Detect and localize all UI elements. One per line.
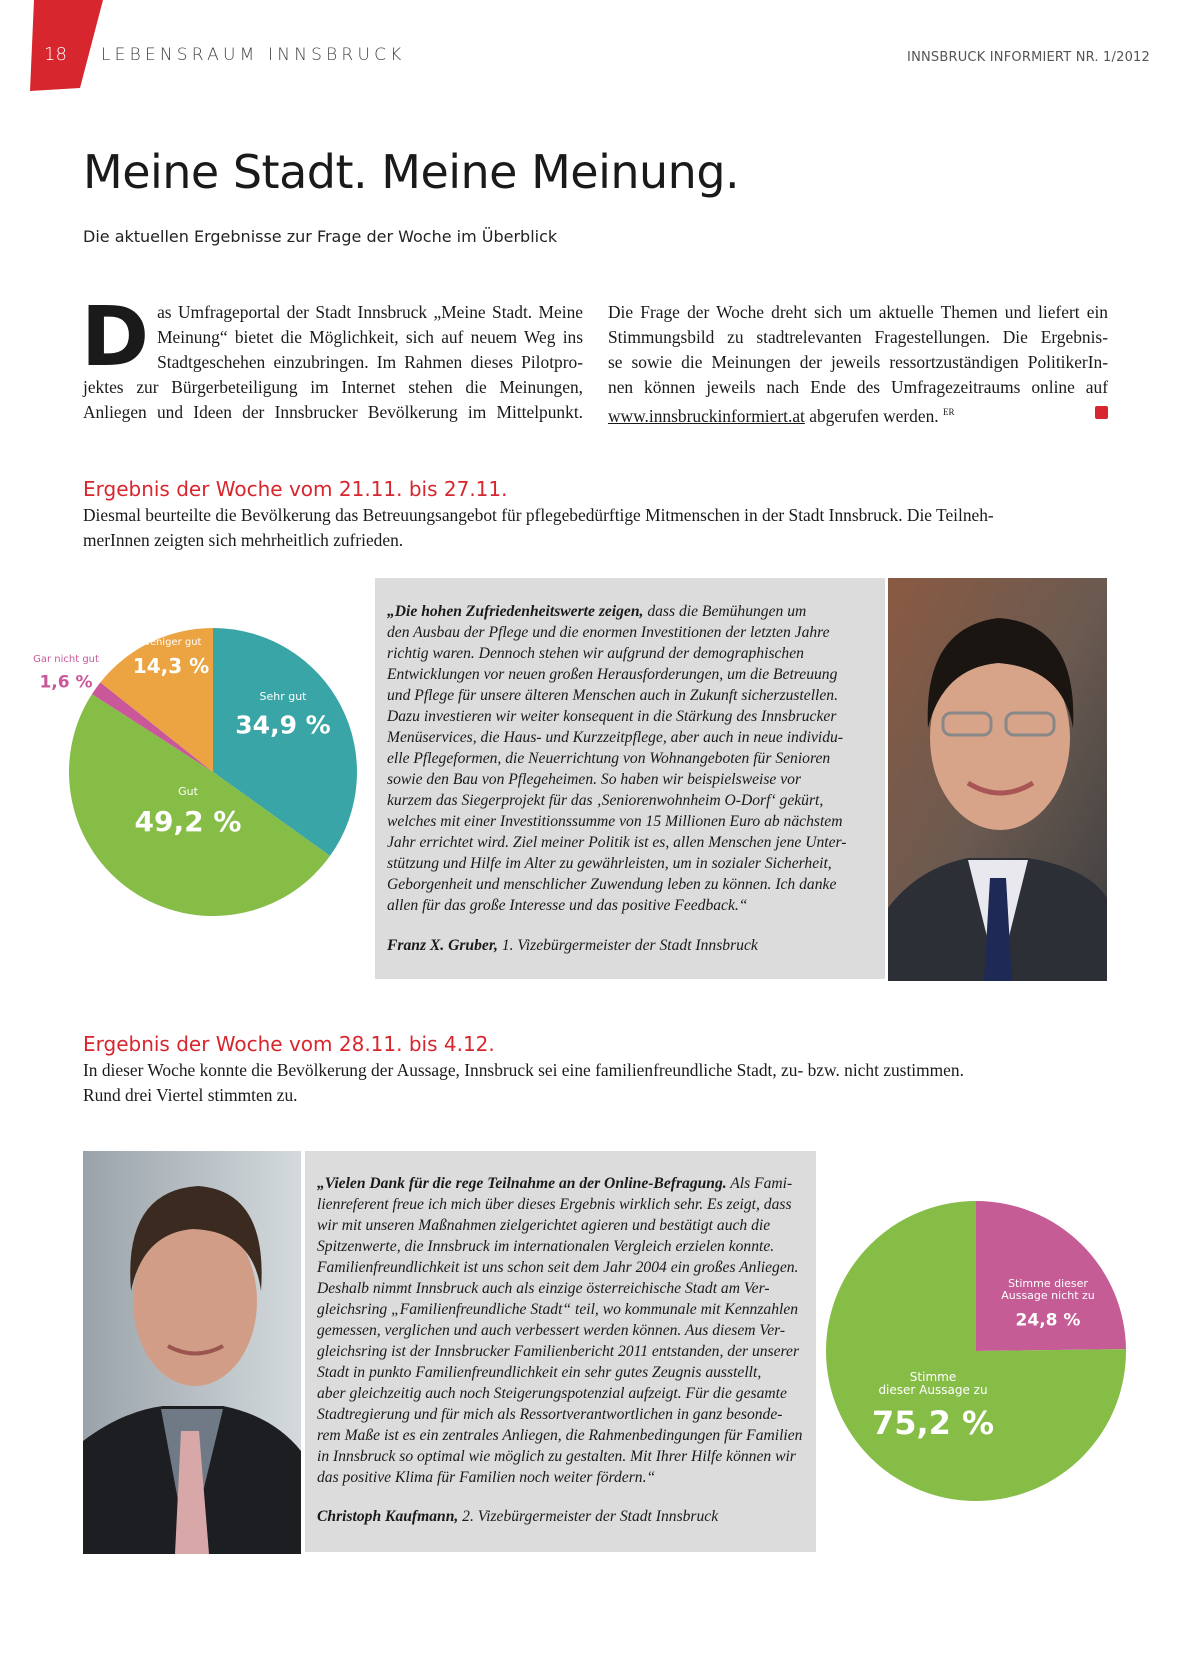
drop-cap: D: [81, 290, 150, 385]
text-line: das positive Klima für Familien noch weiter fördern.“: [317, 1469, 656, 1486]
slice-label-value: 75,2 %: [871, 1404, 995, 1443]
slice-label: [133, 637, 209, 678]
text-line: Entwicklungen vor neuen großen Herausforderungen, um die Betreuung: [387, 666, 838, 683]
text-line: rem Maße ist es ein zentrales Anliegen, die Rahmenbedingungen für Familien: [317, 1427, 803, 1444]
quote-text: [387, 601, 846, 916]
result1-heading: Ergebnis der Woche vom 21.11. bis 27.11.: [83, 477, 508, 501]
text-line: Jahr errichtet wird. Ziel meiner Politik ist es, allen Menschen jene Unter-: [387, 834, 847, 851]
slice-label-value: 34,9 %: [235, 710, 331, 740]
text-line: Stadtregierung und für mich als Ressortverantwortlichen in ganz besonde-: [317, 1406, 783, 1423]
quote-box-kaufmann: [305, 1151, 816, 1552]
text-fragment: dass die Bemühungen um: [643, 603, 807, 620]
quote-author-role: 2. Vizebürgermeister der Stadt Innsbruck: [458, 1508, 719, 1525]
slice-label-name: Gut: [178, 785, 198, 798]
slice-label-name: Stimme: [909, 1370, 957, 1384]
text-line: Familienfreundlichkeit ist uns schon seit dem Jahr 2004 ein großes Anliegen.: [317, 1259, 799, 1276]
text-line: allen für das große Interesse und das positive Feedback.“: [387, 897, 748, 914]
quote-author-role: 1. Vizebürgermeister der Stadt Innsbruck: [497, 937, 758, 954]
slice-label-value: 49,2 %: [134, 804, 242, 838]
article-subtitle: Die aktuellen Ergebnisse zur Frage der Woche im Überblick: [83, 227, 558, 246]
text-fragment: Als Fami-: [726, 1175, 793, 1192]
website-link[interactable]: www.innsbruckinformiert.at: [608, 405, 805, 426]
text-line: Geborgenheit und menschlicher Zuwendung leben zu können. Ich danke: [387, 876, 837, 893]
slice-label-name: Aussage nicht zu: [1001, 1289, 1095, 1302]
text-line: lienreferent freue ich mich über dieses Ergebnis wirklich sehr. Es zeigt, dass: [317, 1196, 792, 1213]
text-line: [387, 601, 846, 622]
slice-label-name: Sehr gut: [259, 690, 307, 703]
text-line: richtig waren. Dennoch stehen wir aufgrund der demographischen: [387, 645, 804, 662]
article-title: Meine Stadt. Meine Meinung.: [83, 145, 740, 199]
text-line: gleichsring „Familienfreundliche Stadt“ teil, wo kommunale mit Kennzahlen: [317, 1301, 799, 1318]
text-line: Rund drei Viertel stimmten zu.: [83, 1085, 298, 1105]
text-line: Spitzenwerte, die Innsbruck im internationalen Vergleich erzielen konnte.: [317, 1238, 775, 1255]
slice-label-name: Stimme dieser: [1008, 1277, 1088, 1290]
text-line: sowie den Bau von Pflegeheimen. So haben wir beispielsweise vor: [387, 771, 802, 788]
text-line: Diesmal beurteilte die Bevölkerung das Betreuungsangebot für pflegebedürftige Mitmenschen in der Stadt Innsbruck. Die Teilneh-: [83, 505, 994, 525]
text-line: Meinung“ bietet die Möglichkeit, sich auf neuem Weg ins: [157, 327, 583, 347]
pie-chart-care-satisfaction: [33, 600, 380, 940]
text-line: in Innsbruck so optimal wie möglich zu gestalten. Mit Ihrer Hilfe können wir: [317, 1448, 796, 1465]
text-line: In dieser Woche konnte die Bevölkerung der Aussage, Innsbruck sei eine familienfreundliche Stadt, zu- bzw. nicht zustimmen.: [83, 1060, 964, 1080]
text-line: Deshalb nimmt Innsbruck auch als einzige österreichische Stadt am Ver-: [317, 1280, 770, 1297]
quote-lead: „Vielen Dank für die rege Teilnahme an der Online-Befragung.: [317, 1175, 727, 1192]
text-line: welches mit einer Investitionssumme von 15 Millionen Euro ab nächstem: [387, 813, 843, 830]
slice-label-name: Weniger gut: [140, 637, 202, 648]
quote-lead: „Die hohen Zufriedenheitswerte zeigen,: [387, 603, 644, 620]
pie-chart-family-friendliness: [820, 1195, 1140, 1515]
text-line: Dazu investieren wir weiter konsequent in die Stärkung des Innsbrucker: [387, 708, 837, 725]
end-of-article-mark: [1095, 406, 1108, 419]
portrait-photo-gruber: [888, 578, 1107, 981]
quote-text: [317, 1173, 802, 1488]
slice-label-name: Gar nicht gut: [33, 654, 99, 665]
slice-label-value: 24,8 %: [1015, 1310, 1081, 1331]
slice-label: [33, 654, 99, 692]
text-line: as Umfrageportal der Stadt Innsbruck „Meine Stadt. Meine: [157, 302, 583, 322]
result1-lead: [83, 503, 1108, 553]
slice-label-name: dieser Aussage zu: [878, 1383, 988, 1397]
text-line: Die Frage der Woche dreht sich um aktuelle Themen und liefert ein: [608, 302, 1108, 322]
text-line: Anliegen und Ideen der Innsbrucker Bevölkerung im Mittelpunkt.: [83, 402, 583, 422]
text-line: kurzem das Siegerprojekt für das ‚Seniorenwohnheim O-Dorf‘ gekürt,: [387, 792, 824, 809]
quote-signature: [387, 937, 758, 955]
text-line: stützung und Hilfe im Alter zu gewährleisten, um in sozialer Sicherheit,: [387, 855, 832, 872]
intro-left-column: [81, 290, 583, 425]
quote-author: Christoph Kaufmann,: [317, 1508, 459, 1525]
quote-signature: [317, 1508, 718, 1526]
text-line: nen können jeweils nach Ende des Umfragezeitraums online auf: [608, 377, 1108, 397]
quote-box-gruber: [375, 578, 885, 979]
result2-lead: [83, 1058, 1108, 1108]
slice-label-value: 1,6 %: [39, 672, 93, 693]
slice-label-value: 14,3 %: [132, 654, 210, 678]
text-line: elle Pflegeformen, die Neuerrichtung von Wohnangeboten für Senioren: [387, 750, 831, 767]
text-fragment: abgerufen werden.: [804, 405, 939, 426]
text-line: aber gleichzeitig auch noch Steigerungspotenzial aufzeigt. Für die gesamte: [317, 1385, 787, 1402]
text-line: Menüservices, die Haus- und Kurzzeitpflege, aber auch in neue individu-: [387, 729, 844, 746]
text-line: gleichsring ist der Innsbrucker Familienbericht 2011 entstanden, der unserer: [317, 1343, 800, 1360]
quote-author: Franz X. Gruber,: [387, 937, 498, 954]
text-line: [317, 1173, 802, 1194]
text-line: merInnen zeigten sich mehrheitlich zufrieden.: [83, 530, 404, 550]
section-title: LEBENSRAUM INNSBRUCK: [101, 45, 406, 65]
text-line: [608, 400, 1108, 429]
intro-right-column: [608, 300, 1108, 429]
text-line: Stadtgeschehen einzubringen. Im Rahmen dieses Pilotpro-: [157, 352, 583, 372]
text-line: Stimmungsbild zu stadtrelevanten Fragestellungen. Die Ergebnis-: [608, 327, 1108, 347]
result2-heading: Ergebnis der Woche vom 28.11. bis 4.12.: [83, 1032, 495, 1056]
author-mark: ER: [943, 407, 955, 417]
text-line: wir mit unseren Maßnahmen zielgerichtet agieren und bestätigt auch die: [317, 1217, 771, 1234]
page-number: 18: [44, 44, 67, 65]
text-line: jektes zur Bürgerbeteiligung im Internet stehen die Meinungen,: [83, 377, 583, 397]
text-line: und Pflege für unsere älteren Menschen auch in Zukunft sicherzustellen.: [387, 687, 838, 704]
issue-label: INNSBRUCK INFORMIERT NR. 1/2012: [907, 50, 1150, 65]
text-line: den Ausbau der Pflege und die enormen Investitionen der letzten Jahre: [387, 624, 830, 641]
portrait-photo-kaufmann: [83, 1151, 301, 1554]
text-line: se sowie die Meinungen der jeweils ressortzuständigen PolitikerIn-: [608, 352, 1108, 372]
text-line: gemessen, verglichen und auch verbessert werden können. Aus diesem Ver-: [317, 1322, 786, 1339]
text-line: Stadt in punkto Familienfreundlichkeit ein sehr gutes Zeugnis ausstellt,: [317, 1364, 762, 1381]
